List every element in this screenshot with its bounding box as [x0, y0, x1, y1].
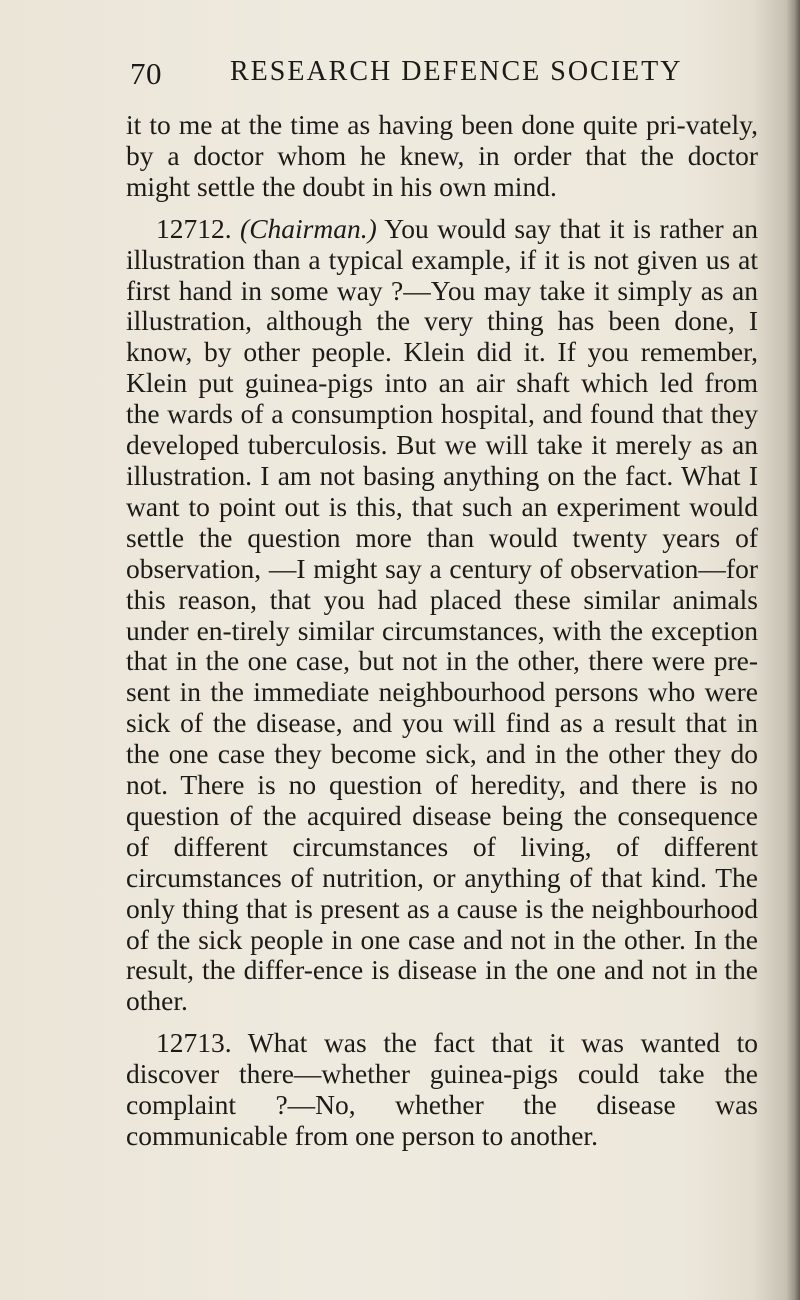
- paragraph-text: What was the fact that it was wanted to discover there—whether guinea-pigs could take the complaint ?—No, whether the disease was communicable from one person to another.: [126, 1027, 758, 1151]
- page-number: 70: [130, 56, 162, 91]
- page-edge-shadow: [786, 0, 800, 1300]
- paragraph-question-12712: [126, 214, 758, 1018]
- paragraph-text: You would say that it is rather an illustration than a typical example, if it is not given us at first hand in some way ?—You may take it simply as an illustration, although the very thing has been done, I know, by other people. Klein did it. If you remember, Klein put guinea-pigs into an air shaft which led from the wards of a consumption hospital, and found that they developed tuberculosis. But we will take it merely as an illustration. I am not basing anything on the fact. What I want to point out is this, that such an experiment would settle the question more than would twenty years of observation, —I might say a century of observation—for this reason, that you had placed these similar animals under en-tirely similar circumstances, with the exception that in the one case, but not in the other, there were pre-sent in the immediate neighbourhood persons who were sick of the disease, and you will find as a result that in the one case they become sick, and in the other they do not. There is no question of heredity, and there is no question of the acquired disease being the consequence of different circumstances of living, of different circumstances of nutrition, or anything of that kind. The only thing that is present as a cause is the neighbourhood of the sick people in one case and not in the other. In the result, the differ-ence is disease in the one and not in the other.: [126, 212, 759, 1017]
- question-number: 12712.: [156, 212, 232, 244]
- running-head: [130, 56, 690, 96]
- running-title: RESEARCH DEFENCE SOCIETY: [230, 56, 683, 87]
- paragraph-question-12713: [126, 1028, 758, 1152]
- paragraph-continuation: [126, 110, 758, 203]
- speaker-label: (Chairman.): [240, 212, 377, 244]
- body-text: [126, 110, 758, 1152]
- question-number: 12713.: [156, 1027, 232, 1059]
- paragraph-text: it to me at the time as having been done quite pri-vately, by a doctor whom he knew, in order that the doctor might settle the doubt in his own mind.: [126, 109, 758, 202]
